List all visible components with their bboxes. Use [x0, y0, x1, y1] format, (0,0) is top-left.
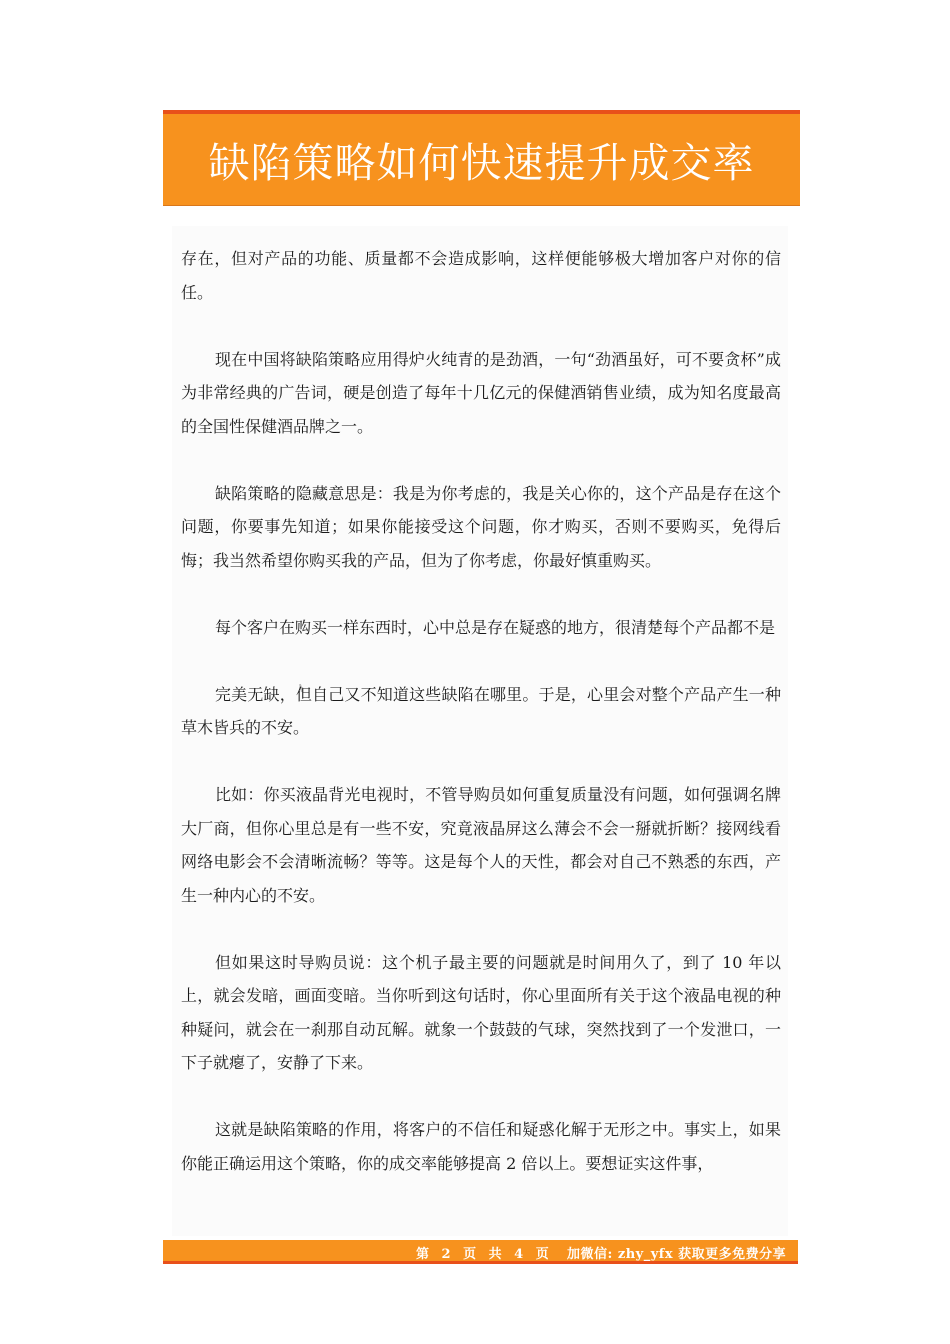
page-title: 缺陷策略如何快速提升成交率: [208, 139, 755, 187]
paragraph-8: 这就是缺陷策略的作用，将客户的不信任和疑惑化解于无形之中。事实上，如果你能正确运用这个策略，你的成交率能够提高 2 倍以上。要想证实这件事，: [181, 1120, 781, 1173]
paragraph-6: 比如：你买液晶背光电视时，不管导购员如何重复质量没有问题，如何强调名牌大厂商，但你心里总是有一些不安，究竟液晶屏这么薄会不会一掰就折断？接网线看网络电影会不会清晰流畅？等等。这是每个人的天性，都会对自己不熟悉的东西，产生一种内心的不安。: [181, 785, 781, 905]
footer-bar: [163, 1240, 798, 1264]
share-notice: 加微信: zhy_yfx 获取更多免费分享: [567, 1247, 787, 1262]
paragraph-5: 完美无缺，但自己又不知道这些缺陷在哪里。于是，心里会对整个产品产生一种草木皆兵的不安。: [181, 684, 781, 737]
article-body: [181, 242, 781, 1214]
paragraph-4: 每个客户在购买一样东西时，心中总是存在疑惑的地方，很清楚每个产品都不是: [215, 617, 776, 637]
paragraph-1: 存在，但对产品的功能、质量都不会造成影响，这样便能够极大增加客户对你的信任。: [181, 249, 781, 302]
paragraph-7: 但如果这时导购员说：这个机子最主要的问题就是时间用久了，到了 10 年以上，就会发暗，画面变暗。当你听到这句话时，你心里面所有关于这个液晶电视的种种疑问，就会在一刹那自动瓦解。就象一个鼓鼓的气球，突然找到了一个发泄口，一下子就瘪了，安静了下来。: [181, 952, 781, 1072]
title-banner: [163, 110, 800, 206]
paragraph-2: 现在中国将缺陷策略应用得炉火纯青的是劲酒，一句“劲酒虽好，可不要贪杯”成为非常经典的广告词，硬是创造了每年十几亿元的保健酒销售业绩，成为知名度最高的全国性保健酒品牌之一。: [181, 349, 781, 436]
page-number: 第 2 页 共 4 页: [416, 1247, 553, 1262]
paragraph-3: 缺陷策略的隐藏意思是：我是为你考虑的，我是关心你的，这个产品是存在这个问题，你要事先知道；如果你能接受这个问题，你才购买，否则不要购买，免得后悔；我当然希望你购买我的产品，但为了你考虑，你最好慎重购买。: [181, 483, 781, 570]
